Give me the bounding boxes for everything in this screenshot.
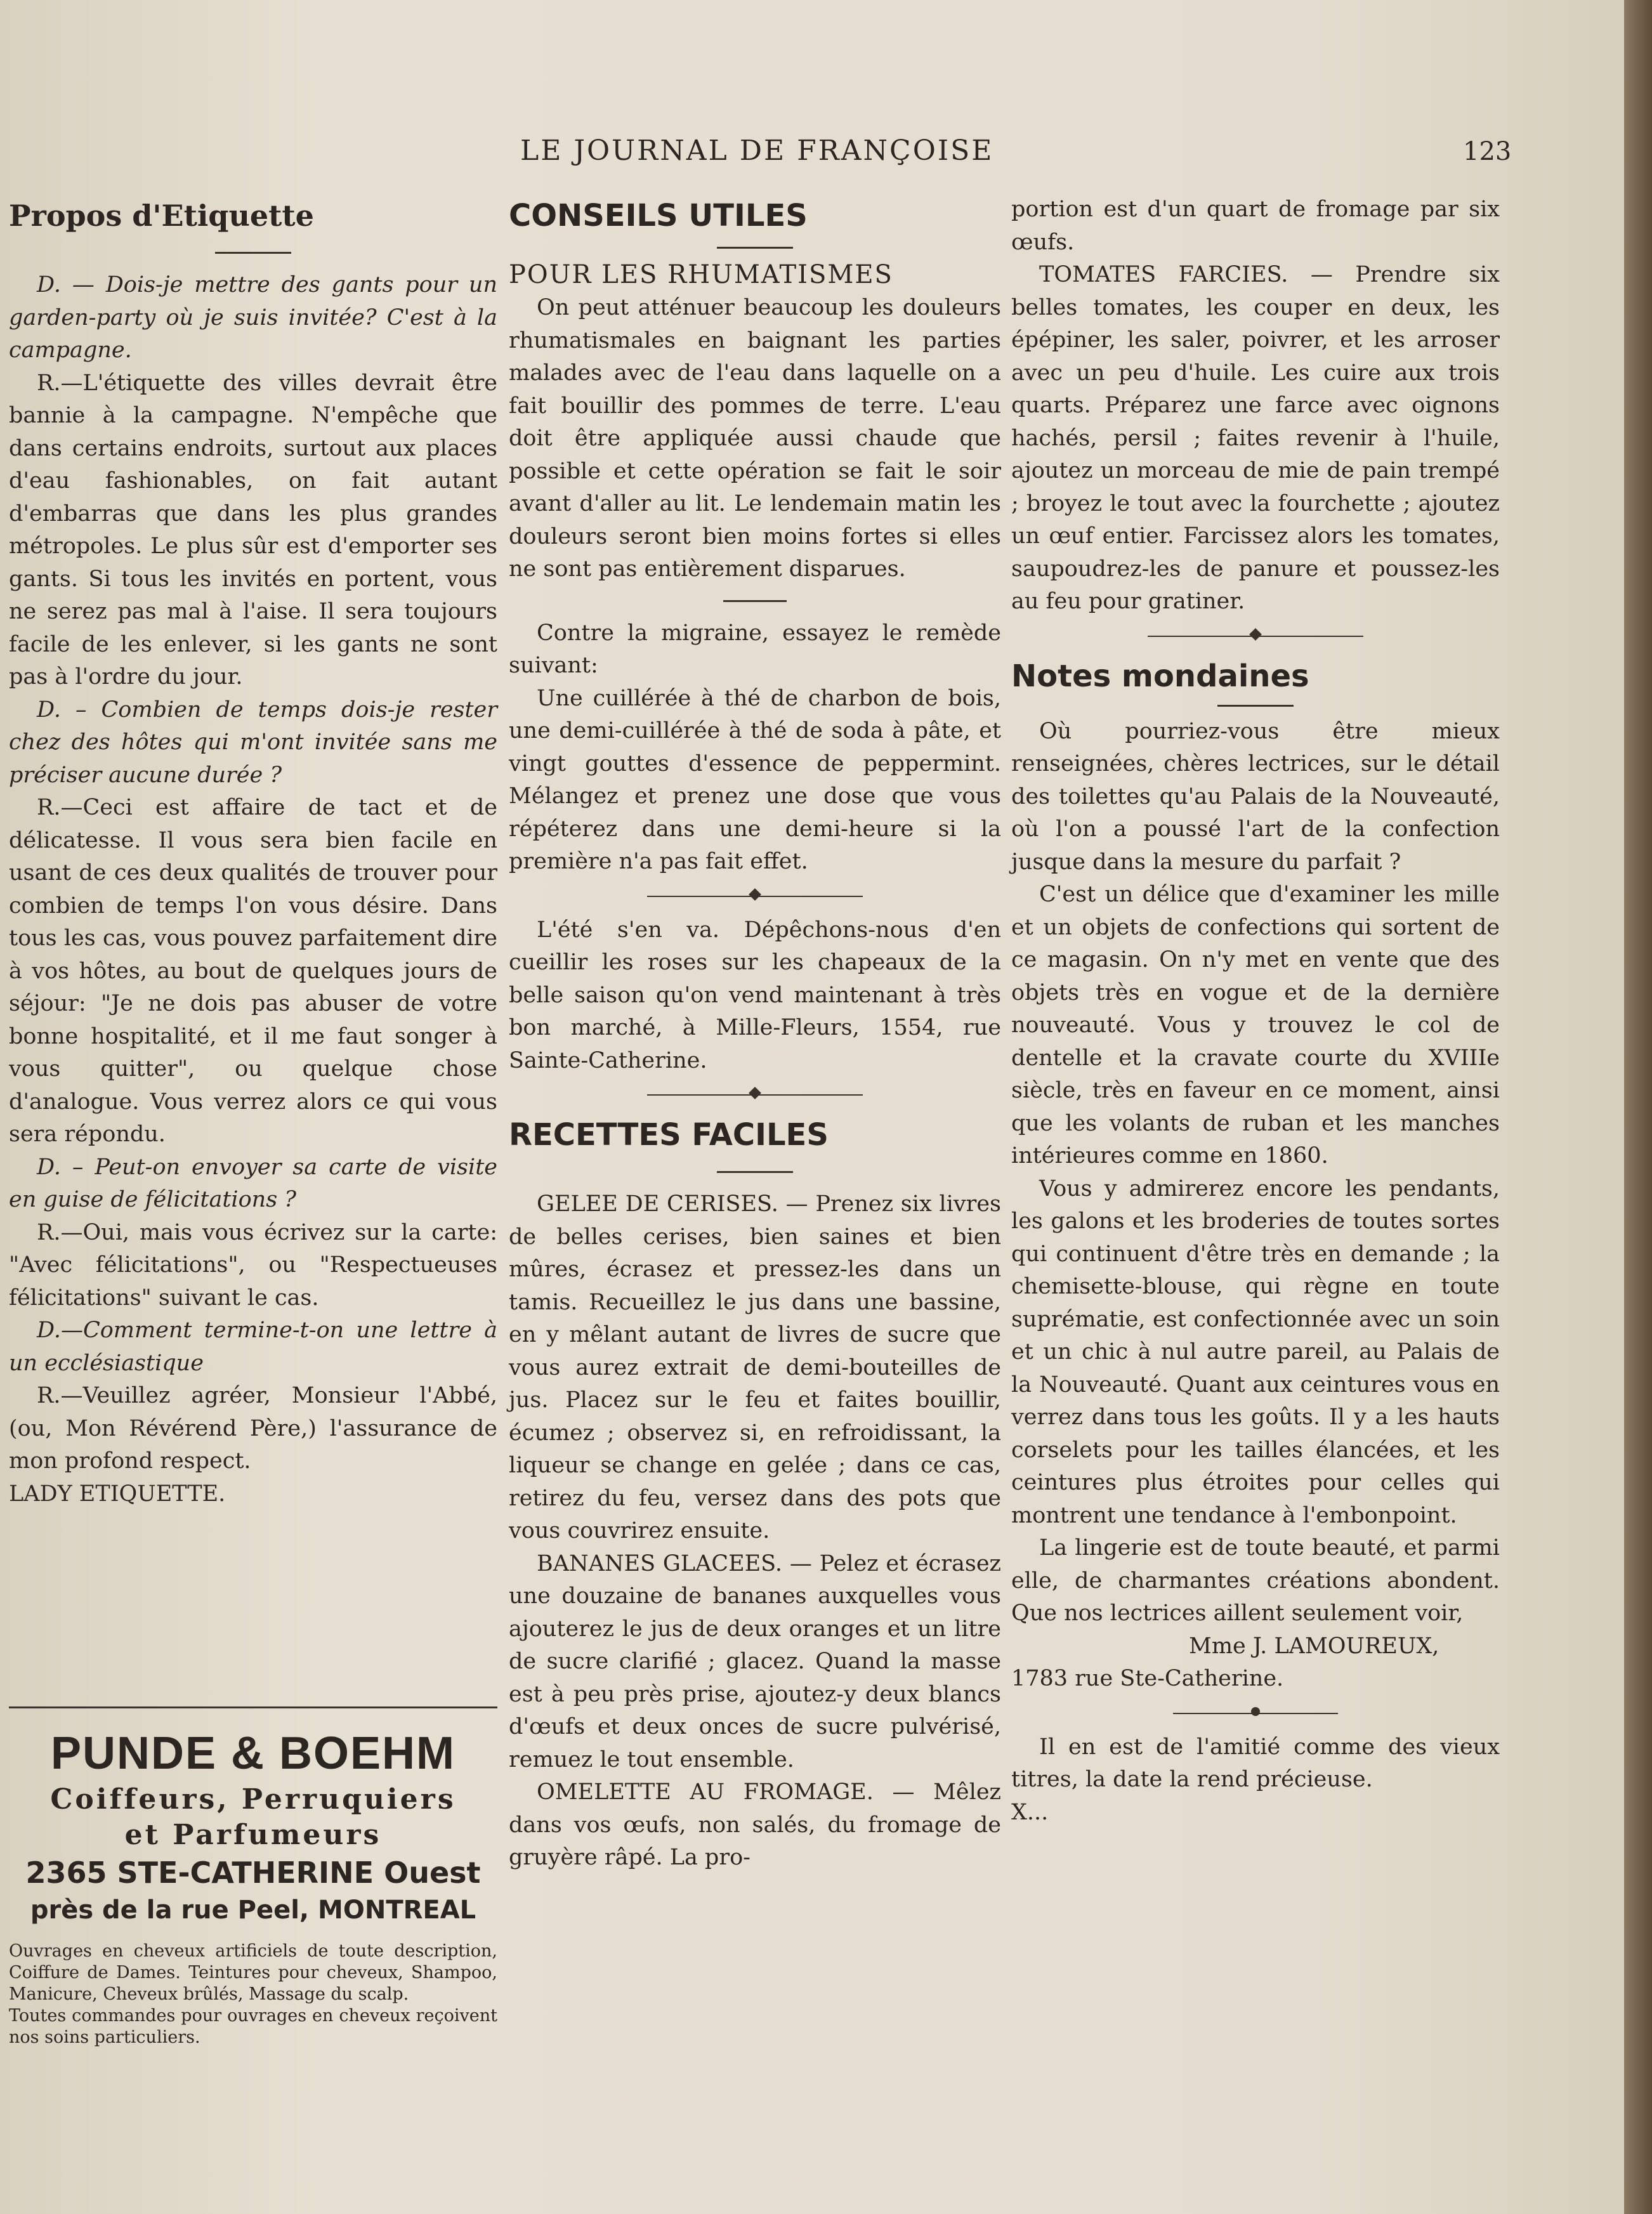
notes-paragraph-1: Où pourriez-vous être mieux renseignées, chères lectrices, sur le détail des toilettes qu'au Palais de la Nouveauté, où l'on a poussé l'art de la confection jusque dans la mesure du parfait ? (1011, 718, 1500, 875)
dot-ornament-icon (1249, 1705, 1262, 1718)
recette-gelee: GELEE DE CERISES. — Prenez six livres de belles cerises, bien saines et bien mûres, écrasez et pressez-les dans un tamis. Recueillez le jus dans une bassine, en y mêlant autant de livres de sucre que vous aurez extrait de demi-bouteilles de jus. Placez sur le feu et faites bouillir, écumez ; observez si, en refroidissant, la liqueur se change en gelée ; dans ce cas, retirez du feu, versez dans des pots que vous couvrirez ensuite. (509, 1191, 1001, 1543)
notes-signature-address: 1783 rue Ste-Catherine. (1011, 1666, 1284, 1691)
answer-3: R.—Oui, mais vous écrivez sur la carte: "Avec félicitations", ou "Respectueuses félicitations" suivant le cas. (9, 1219, 497, 1311)
ornament-separator (647, 890, 863, 903)
ornament-separator (1173, 1707, 1338, 1720)
ad-note: Toutes commandes pour ouvrages en cheveux reçoivent nos soins particuliers. (9, 2006, 497, 2047)
migraine-intro: Contre la migraine, essayez le remède suivant: (509, 620, 1001, 678)
ad-trade-line-1: Coiffeurs, Perruquiers (50, 1783, 456, 1816)
notes-paragraph-2: C'est un délice que d'examiner les mille et un objets de confections qui sortent de ce magasin. On n'y met en vente que des objets très en vogue et de la dernière nouveauté. Vous y trouvez le col de dentelle et la cravate courte du XVIIIe siècle, très en faveur en ce moment, ainsi que les volants de ruban et les manches intérieures comme en 1860. (1011, 882, 1500, 1169)
question-2: D. – Combien de temps dois-je rester chez des hôtes qui m'ont invitée sans me préciser aucune durée ? (9, 697, 497, 788)
page-header (0, 134, 1624, 173)
ad-business-name: PUNDE & BOEHM (50, 1728, 456, 1779)
ad-location: près de la rue Peel, MONTREAL (30, 1896, 476, 1925)
notes-signature-name: Mme J. LAMOUREUX, (1189, 1633, 1439, 1659)
title-rule (717, 247, 793, 249)
ad-top-rule (9, 1706, 497, 1708)
ornament-separator (1148, 630, 1363, 643)
etiquette-title: Propos d'Etiquette (9, 199, 314, 233)
recette-tomates: TOMATES FARCIES. — Prendre six belles tomates, les couper en deux, les épépiner, les saler, poivrer, et les arroser avec un peu d'huile. Les cuire aux trois quarts. Préparez une farce avec oignons hachés, persil ; faites revenir à l'huile, ajoutez un morceau de mie de pain trempé ; broyez le tout avec la fourchette ; ajoutez un œuf entier. Farcissez alors les tomates, saupoudrez-les de panure et poussez-les au feu pour gratiner. (1011, 262, 1500, 614)
maxim-signature: X... (1011, 1799, 1049, 1825)
ad-trade-line-2: et Parfumeurs (124, 1819, 382, 1851)
etiquette-signature: LADY ETIQUETTE. (9, 1481, 226, 1507)
answer-2: R.—Ceci est affaire de tact et de délicatesse. Il vous sera bien facile en usant de ces deux qualités de trouver pour combien de temps l'on vous désire. Dans tous les cas, vous pouvez parfaitement dire à vos hôtes, au bout de quelques jours de séjour: "Je ne dois pas abuser de votre bonne hospitalité, et il me faut songer à vous quitter", ou quelque chose d'analogue. Vous verrez alors ce qui vous sera répondu. (9, 795, 497, 1147)
question-3: D. – Peut-on envoyer sa carte de visite en guise de félicitations ? (9, 1154, 497, 1212)
ad-address: 2365 STE-CATHERINE Ouest (25, 1856, 481, 1890)
notes-paragraph-3: Vous y admirerez encore les pendants, les galons et les broderies de toutes sortes qui continuent d'être très en demande ; la chemisette-blouse, qui règne en toute suprématie, est confectionnée avec un soin et un chic à nul autre pareil, au Palais de la Nouveauté. Quant aux ceintures vous en verrez dans tous les goûts. Il y a les hauts corselets pour les tailles élancées, et les ceintures plus étroites pour celles qui montrent une tendance à l'embonpoint. (1011, 1176, 1500, 1528)
column-conseils (509, 193, 1001, 1875)
question-4: D.—Comment termine-t-on une lettre à un ecclésiastique (9, 1318, 497, 1376)
title-rule (1217, 705, 1294, 707)
amitie-maxim: Il en est de l'amitié comme des vieux titres, la date la rend précieuse. (1011, 1734, 1500, 1792)
journal-title: LE JOURNAL DE FRANÇOISE (520, 134, 994, 167)
page-number: 123 (1463, 137, 1512, 166)
omelette-continued: portion est d'un quart de fromage par six œufs. (1011, 197, 1500, 255)
rhumatismes-text: On peut atténuer beaucoup les douleurs rhumatismales en baignant les parties malades avec de l'eau dans laquelle on a fait bouillir des pommes de terre. L'eau doit être appliquée aussi chaude que possible et cette opération se fait le soir avant d'aller au lit. Le lendemain matin les douleurs seront bien moins fortes si elles ne sont pas entièrement disparues. (509, 295, 1001, 582)
conseils-title: CONSEILS UTILES (509, 198, 808, 233)
ad-description: Ouvrages en cheveux artificiels de toute description, Coiffure de Dames. Teintures pour cheveux, Shampoo, Manicure, Cheveux brûlés, Massage du scalp. (9, 1941, 497, 2004)
notes-paragraph-4: La lingerie est de toute beauté, et parmi elle, de charmantes créations abondent. Que nos lectrices aillent seulement voir, (1011, 1535, 1500, 1626)
diamond-ornament-icon (749, 1087, 761, 1099)
notes-title: Notes mondaines (1011, 658, 1309, 694)
recette-bananes: BANANES GLACEES. — Pelez et écrasez une douzaine de bananes auxquelles vous ajouterez le jus de deux oranges et un litre de sucre clarifié ; glacez. Quand la masse est à peu près prise, ajoutez-y deux blancs d'œufs et deux onces de sucre pulvérisé, remuez le tout ensemble. (509, 1550, 1001, 1772)
column-notes (1011, 193, 1500, 1829)
diamond-ornament-icon (749, 888, 761, 901)
rhumatismes-subtitle: POUR LES RHUMATISMES (509, 260, 893, 289)
column-etiquette (9, 193, 497, 1510)
page-edge (1624, 0, 1652, 2214)
title-rule (717, 1171, 793, 1173)
recettes-title: RECETTES FACILES (509, 1117, 829, 1153)
recette-omelette: OMELETTE AU FROMAGE. — Mêlez dans vos œufs, non salés, du fromage de gruyère râpé. La pro- (509, 1779, 1001, 1870)
diamond-ornament-icon (1249, 628, 1262, 641)
advertisement (9, 1706, 497, 2048)
answer-4: R.—Veuillez agréer, Monsieur l'Abbé, (ou, Mon Révérend Père,) l'assurance de mon profond respect. (9, 1383, 497, 1474)
answer-1: R.—L'étiquette des villes devrait être bannie à la campagne. N'empêche que dans certains endroits, surtout aux places d'eau fashionables, on fait autant d'embarras que dans les plus grandes métropoles. Le plus sûr est d'emporter ses gants. Si tous les invités en portent, vous ne serez pas mal à l'aise. Il sera toujours facile de les enlever, si les gants ne sont pas à l'ordre du jour. (9, 370, 497, 690)
title-rule (215, 252, 291, 254)
ornament-separator (647, 1089, 863, 1101)
mille-fleurs-text: L'été s'en va. Dépêchons-nous d'en cueillir les roses sur les chapeaux de la belle saison qu'on vend maintenant à très bon marché, à Mille-Fleurs, 1554, rue Sainte-Catherine. (509, 917, 1001, 1073)
question-1: D. — Dois-je mettre des gants pour un garden-party où je suis invitée? C'est à la campagne. (9, 272, 497, 363)
migraine-remedy: Une cuillérée à thé de charbon de bois, une demi-cuillérée à thé de soda à pâte, et vingt gouttes d'essence de peppermint. Mélangez et prenez une dose que vous répéterez dans une demi-heure si la première n'a pas fait effet. (509, 685, 1001, 874)
section-rule (723, 600, 787, 602)
